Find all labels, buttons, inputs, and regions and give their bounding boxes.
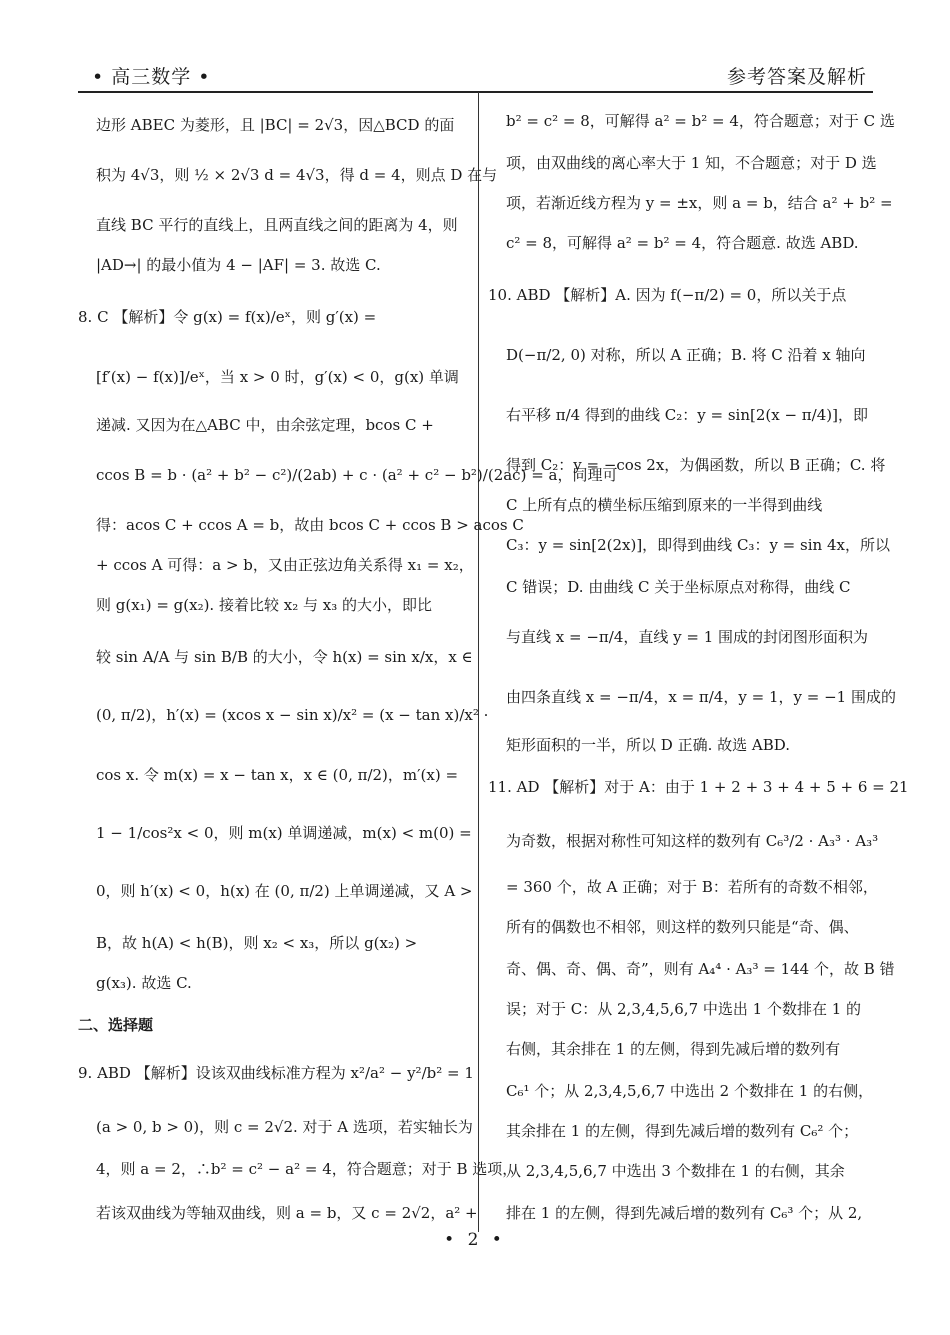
column-divider [478,92,479,1232]
question-8-start: 8. C 【解析】令 g(x) = f(x)/eˣ，则 g′(x) = [78,308,377,326]
text-line: D(−π/2, 0) 对称，所以 A 正确；B. 将 C 沿着 x 轴向 [506,346,866,364]
text-line: + ccos A 可得：a > b，又由正弦边角关系得 x₁ = x₂， [96,556,474,574]
page-header [78,58,873,92]
text-line: 则 g(x₁) = g(x₂). 接着比较 x₂ 与 x₃ 的大小，即比 [96,596,432,614]
text-line: 得到 C₂：y = −cos 2x，为偶函数，所以 B 正确；C. 将 [506,456,886,474]
question-11-start: 11. AD 【解析】对于 A：由于 1 + 2 + 3 + 4 + 5 + 6 = 21 [488,778,909,796]
text-line: 项，若渐近线方程为 y = ±x，则 a = b，结合 a² + b² = [506,194,893,212]
text-line: 误；对于 C：从 2,3,4,5,6,7 中选出 1 个数排在 1 的 [506,1000,862,1018]
text-line: [f′(x) − f(x)]/eˣ，当 x > 0 时，g′(x) < 0，g(x) 单调 [96,368,459,386]
text-line: 4，则 a = 2，∴b² = c² − a² = 4，符合题意；对于 B 选项， [96,1160,518,1178]
question-9-start: 9. ABD 【解析】设该双曲线标准方程为 x²/a² − y²/b² = 1 [78,1064,474,1082]
text-line: 直线 BC 平行的直线上，且两直线之间的距离为 4，则 [96,216,458,234]
text-line: 从 2,3,4,5,6,7 中选出 3 个数排在 1 的右侧，其余 [506,1162,845,1180]
text-line: 得：acos C + ccos A = b，故由 bcos C + ccos B > acos C [96,516,524,534]
text-line: g(x₃). 故选 C. [96,974,192,992]
text-line: 右侧，其余排在 1 的左侧，得到先减后增的数列有 [506,1040,841,1058]
text-line: c² = 8，可解得 a² = b² = 4，符合题意. 故选 ABD. [506,234,859,252]
text-line: 所有的偶数也不相邻，则这样的数列只能是“奇、偶、 [506,918,859,936]
section-heading: 二、选择题 [78,1016,154,1034]
text-line: 较 sin A/A 与 sin B/B 的大小，令 h(x) = sin x/x，x ∈ [96,648,473,666]
text-line: 矩形面积的一半，所以 D 正确. 故选 ABD. [506,736,790,754]
text-line: ccos B = b · (a² + b² − c²)/(2ab) + c · (a² + c² − b²)/(2ac) = a，同理可 [96,466,618,484]
text-line: 项，由双曲线的离心率大于 1 知，不合题意；对于 D 选 [506,154,877,172]
text-line: = 360 个，故 A 正确；对于 B：若所有的奇数不相邻， [506,878,878,896]
text-line: 排在 1 的左侧，得到先减后增的数列有 C₆³ 个；从 2, [506,1204,863,1222]
text-line: 奇、偶、奇、偶、奇”，则有 A₄⁴ · A₃³ = 144 个，故 B 错 [506,960,895,978]
header-subject: • 高三数学 • [92,66,211,88]
text-line: 右平移 π/4 得到的曲线 C₂：y = sin[2(x − π/4)]，即 [506,406,868,424]
text-line: 若该双曲线为等轴双曲线，则 a = b，又 c = 2√2，a² + [96,1204,478,1222]
text-line: 0，则 h′(x) < 0，h(x) 在 (0, π/2) 上单调递减，又 A > [96,882,473,900]
text-line: |AD→| 的最小值为 4 − |AF| = 3. 故选 C. [96,256,381,274]
text-line: (a > 0, b > 0)，则 c = 2√2. 对于 A 选项，若实轴长为 [96,1118,473,1136]
text-line: 1 − 1/cos²x < 0，则 m(x) 单调递减，m(x) < m(0) = [96,824,472,842]
text-line: b² = c² = 8，可解得 a² = b² = 4，符合题意；对于 C 选 [506,112,895,130]
text-line: B，故 h(A) < h(B)，则 x₂ < x₃，所以 g(x₂) > [96,934,418,952]
text-line: 其余排在 1 的左侧，得到先减后增的数列有 C₆² 个； [506,1122,859,1140]
text-line: 由四条直线 x = −π/4，x = π/4，y = 1，y = −1 围成的 [506,688,896,706]
text-line: (0, π/2)，h′(x) = (xcos x − sin x)/x² = (x − tan x)/x² · [96,706,489,724]
question-10-start: 10. ABD 【解析】A. 因为 f(−π/2) = 0，所以关于点 [488,286,847,304]
text-line: C 上所有点的横坐标压缩到原来的一半得到曲线 [506,496,823,514]
text-line: C₃：y = sin[2(2x)]，即得到曲线 C₃：y = sin 4x，所以 [506,536,890,554]
text-line: 与直线 x = −π/4，直线 y = 1 围成的封闭图形面积为 [506,628,869,646]
text-line: 为奇数，根据对称性可知这样的数列有 C₆³/2 · A₃³ · A₃³ [506,832,879,850]
text-line: cos x. 令 m(x) = x − tan x，x ∈ (0, π/2)，m′(x) = [96,766,459,784]
page-number: • 2 • [444,1230,506,1250]
header-title: 参考答案及解析 [726,66,867,88]
text-line: 递减. 又因为在△ABC 中，由余弦定理，bcos C + [96,416,434,434]
header-rule [78,91,873,93]
text-line: 积为 4√3，则 ½ × 2√3 d = 4√3，得 d = 4，则点 D 在与 [96,166,498,184]
text-line: 边形 ABEC 为菱形，且 |BC| = 2√3，因△BCD 的面 [96,116,455,134]
text-line: C 错误；D. 由曲线 C 关于坐标原点对称得，曲线 C [506,578,851,596]
text-line: C₆¹ 个；从 2,3,4,5,6,7 中选出 2 个数排在 1 的右侧， [506,1082,874,1100]
